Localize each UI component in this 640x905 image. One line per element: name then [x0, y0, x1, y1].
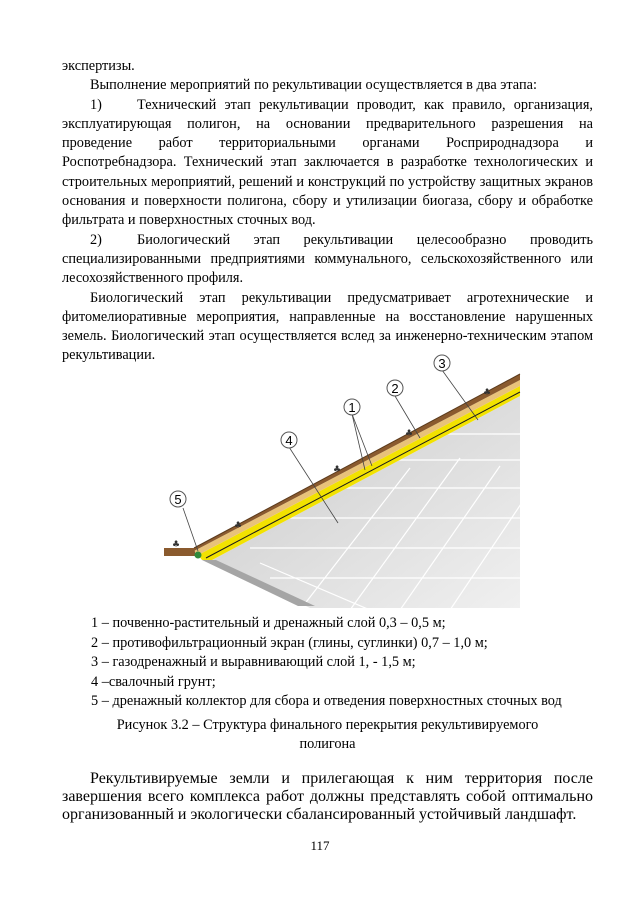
svg-text:♣: ♣: [333, 465, 342, 475]
paragraph-stages-intro: Выполнение мероприятий по рекультивации осуществляется в два этапа:: [90, 77, 537, 94]
list-item-text: Технический этап рекультивации проводит, как правило, организация, эксплуатирующая полигон, на основании предварительного разрешения на проведение работ территориальными органами Росприроднадзора и Роспотребнадзора. Технический этап заключается в разработке технологических и строительных мероприятий, решений и конструкций по устройству защитных экранов основания и поверхности полигона, сбору и утилизации биогаза, сбору и обработке фильтрата и поверхностных сточных вод.: [62, 96, 593, 229]
svg-text:♣: ♣: [172, 540, 181, 550]
svg-text:1: 1: [348, 400, 356, 415]
paragraph-final: Рекультивируемые земли и прилегающая к ним территория после завершения всего комплекса работ должны представлять собой оптимально организованный и экологически сбалансированный устойчивый ландшафт.: [62, 770, 593, 823]
svg-text:3: 3: [438, 356, 446, 371]
figure-caption: [62, 716, 593, 755]
callout-1: [344, 399, 360, 415]
legend-item: 2 – противофильтрационный экран (глины, суглинки) 0,7 – 1,0 м;: [91, 634, 488, 651]
svg-text:4: 4: [285, 433, 293, 448]
list-number: 2): [90, 231, 102, 248]
svg-text:2: 2: [391, 381, 399, 396]
legend-item: 3 – газодренажный и выравнивающий слой 1, - 1,5 м;: [91, 654, 416, 671]
legend-item: 5 – дренажный коллектор для сбора и отведения поверхностных сточных вод: [91, 693, 562, 710]
paragraph-continuation: экспертизы.: [62, 58, 135, 74]
svg-text:♣: ♣: [483, 388, 492, 398]
drainage-collector: [195, 552, 202, 559]
list-item-technical-stage: [62, 96, 593, 231]
svg-text:♣: ♣: [234, 521, 243, 531]
waste-body: [212, 396, 520, 608]
figure-legend: [91, 614, 562, 712]
landfill-cover-diagram: [150, 348, 530, 610]
caption-line: полигона: [299, 736, 356, 753]
callout-3: [434, 355, 450, 371]
list-item-text: Биологический этап рекультивации целесообразно проводить специализированными предприятиями коммунального, сельскохозяйственного или лесохозяйственного профиля.: [62, 231, 593, 287]
svg-text:5: 5: [174, 492, 182, 507]
paragraph-biological-stage: Биологический этап рекультивации предусматривает агротехнические и фитомелиоративные мероприятия, направленные на восстановление нарушенных земель. Биологический этап осуществляется вслед за инженерно-техническим этапом рекультивации.: [62, 289, 593, 364]
caption-line: Рисунок 3.2 – Структура финального перекрытия рекультивируемого: [116, 717, 539, 733]
legend-item: 1 – почвенно-растительный и дренажный слой 0,3 – 0,5 м;: [91, 615, 446, 631]
closing-paragraph: [62, 770, 593, 824]
list-number: 1): [90, 96, 102, 113]
callout-4: [281, 432, 297, 448]
page-number: 117: [310, 838, 330, 853]
list-item-biological-stage: [62, 231, 593, 289]
callout-5: [170, 491, 186, 507]
callout-2: [387, 380, 403, 396]
body-text: [62, 57, 593, 366]
svg-text:♣: ♣: [405, 429, 414, 439]
legend-item: 4 –свалочный грунт;: [91, 673, 216, 690]
